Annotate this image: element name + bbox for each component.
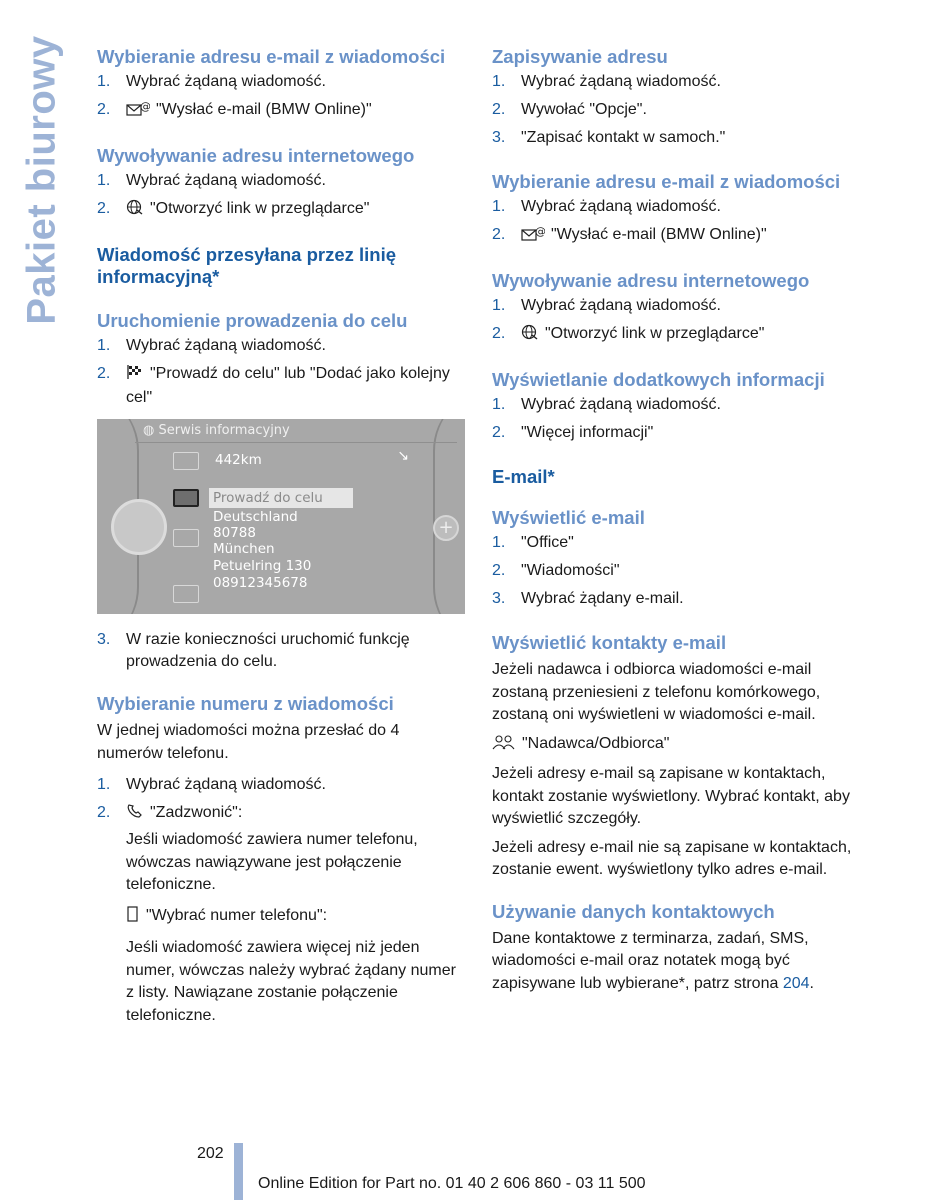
- page-number: 202: [197, 1145, 224, 1162]
- menu-item-start-guidance: Prowadź do celu: [209, 488, 353, 508]
- footer-bar: [234, 1143, 243, 1200]
- list-item: 2. @ "Wysłać e-mail (BMW Online)": [492, 221, 862, 251]
- section-heading: Wywoływanie adresu internetowego: [492, 270, 810, 291]
- section-heading: E-mail*: [492, 466, 555, 487]
- left-column: [97, 46, 467, 1046]
- phone-icon: [173, 529, 199, 547]
- footer-text: Online Edition for Part no. 01 40 2 606 860 - 03 11 500: [258, 1175, 646, 1192]
- section-heading: Wyświetlić kontakty e-mail: [492, 632, 727, 653]
- book-icon: [173, 452, 199, 470]
- page-link[interactable]: 204: [782, 974, 810, 992]
- divider: [135, 442, 457, 443]
- controller-knob: [111, 499, 167, 555]
- list-item: 2. "Więcej informacji": [492, 424, 654, 441]
- section-email-from-message: [492, 171, 862, 251]
- contacts-icon: [492, 734, 516, 758]
- svg-text:@: @: [140, 100, 150, 113]
- list-item: 1. Wybrać żądaną wiadomość.: [97, 73, 326, 90]
- destination-flag-icon: [126, 364, 144, 387]
- section-email: [492, 466, 862, 488]
- section-heading: Zapisywanie adresu: [492, 46, 668, 67]
- screen-header: ◍ Serwis informacyjny: [143, 423, 290, 438]
- section-start-guidance: [97, 310, 467, 673]
- section-more-info: [492, 369, 862, 447]
- paragraph: W jednej wiadomości można przesłać do 4 numerów telefonu.: [97, 722, 400, 762]
- globe-icon: [126, 197, 144, 225]
- paragraph: Jeżeli adresy e-mail nie są zapisane w kontaktach, zostanie ewent. wyświetlony tylko adres e-mail.: [492, 838, 852, 878]
- list-item: 1. Wybrać żądaną wiadomość.: [492, 198, 721, 215]
- list-item: 2. "Otworzyć link w przeglądarce": [97, 195, 467, 225]
- phone-icon: [126, 801, 144, 829]
- paragraph: "Wybrać numer telefonu":: [97, 905, 467, 930]
- section-internet-address: [492, 270, 862, 350]
- address-line: München: [213, 541, 275, 557]
- list-item: 1. Wybrać żądaną wiadomość.: [97, 337, 326, 354]
- address-line: 80788: [213, 525, 256, 541]
- paragraph: Jeśli wiadomość zawiera numer telefonu, wówczas nawiązywane jest połączenie telefoniczne.: [126, 831, 418, 893]
- phone-number-icon: [126, 906, 140, 930]
- section-info-line: [97, 244, 467, 288]
- side-title: Pakiet biurowy: [19, 35, 64, 325]
- list-item: 2. @ "Wysłać e-mail (BMW Online)": [97, 96, 467, 126]
- address-line: 08912345678: [213, 575, 308, 591]
- globe-icon: [521, 322, 539, 350]
- info-service-icon: ◍: [143, 423, 159, 438]
- address-line: Petuelring 130: [213, 558, 312, 574]
- navigation-screen-image: [97, 419, 465, 614]
- section-email-from-message: [97, 46, 467, 126]
- list-item: 2. "Zadzwonić":: [97, 799, 467, 829]
- svg-text:@: @: [535, 225, 545, 238]
- destination-flag-icon: [173, 489, 199, 507]
- section-heading: Wywoływanie adresu internetowego: [97, 145, 415, 166]
- distance-value: 442km: [215, 452, 262, 468]
- list-item: 3. "Zapisać kontakt w samoch.": [492, 129, 726, 146]
- plus-icon: +: [433, 515, 459, 541]
- direction-arrow-icon: ↘: [397, 448, 409, 464]
- list-item: 3. W razie konieczności uruchomić funkcję prowadzenia do celu.: [97, 631, 410, 670]
- section-heading: Wybieranie adresu e-mail z wiadomości: [97, 46, 446, 67]
- list-item: 2. "Wiadomości": [492, 562, 620, 579]
- list-item: 1. "Office": [492, 534, 574, 551]
- email-icon: [521, 223, 545, 251]
- list-item: 2. "Otworzyć link w przeglądarce": [492, 320, 862, 350]
- section-email-contacts: [492, 632, 862, 882]
- list-item: 1. Wybrać żądaną wiadomość.: [492, 396, 721, 413]
- book-icon: [173, 585, 199, 603]
- section-heading: Wyświetlanie dodatkowych informacji: [492, 369, 825, 390]
- section-heading: Wybieranie adresu e-mail z wiadomości: [492, 171, 841, 192]
- section-show-email: [492, 507, 862, 613]
- section-dial-number: [97, 693, 467, 1027]
- paragraph: "Nadawca/Odbiorca": [492, 733, 862, 758]
- paragraph: Jeśli wiadomość zawiera więcej niż jeden numer, wówczas należy wybrać żądany numer z listy. Nawiązane zostanie połączenie telefoniczne.: [126, 939, 456, 1024]
- paragraph: Jeżeli nadawca i odbiorca wiadomości e-mail zostaną przeniesieni z telefonu komórkowego, zostaną oni wyświetleni w wiadomości e-mail.: [492, 661, 821, 723]
- list-item: 3. Wybrać żądany e-mail.: [492, 590, 684, 607]
- section-heading: Uruchomienie prowadzenia do celu: [97, 310, 408, 331]
- address-line: Deutschland: [213, 509, 298, 525]
- section-heading: Wybieranie numeru z wiadomości: [97, 693, 394, 714]
- section-heading: Używanie danych kontaktowych: [492, 900, 775, 922]
- section-save-address: [492, 46, 862, 152]
- section-internet-address: [97, 145, 467, 225]
- paragraph: Jeżeli adresy e-mail są zapisane w kontaktach, kontakt zostanie wyświetlony. Wybrać kontakt, aby wyświetlić szczegóły.: [492, 765, 850, 827]
- email-icon: [126, 98, 150, 126]
- section-heading: Wyświetlić e-mail: [492, 507, 645, 528]
- paragraph: Dane kontaktowe z terminarza, zadań, SMS, wiadomości e-mail oraz notatek mogą być zapisywane lub wybierane*, patrz strona 204.: [492, 929, 814, 992]
- right-column: [492, 46, 862, 1014]
- section-heading: Wiadomość przesyłana przez linię informacyjną*: [97, 244, 397, 287]
- list-item: 1. Wybrać żądaną wiadomość.: [97, 172, 326, 189]
- list-item: 1. Wybrać żądaną wiadomość.: [492, 73, 721, 90]
- list-item: 1. Wybrać żądaną wiadomość.: [97, 776, 326, 793]
- list-item: 1. Wybrać żądaną wiadomość.: [492, 297, 721, 314]
- section-contact-data: [492, 901, 862, 996]
- list-item: 2. Wywołać "Opcje".: [492, 101, 647, 118]
- list-item: 2. "Prowadź do celu" lub "Dodać jako kolejny cel": [97, 365, 450, 406]
